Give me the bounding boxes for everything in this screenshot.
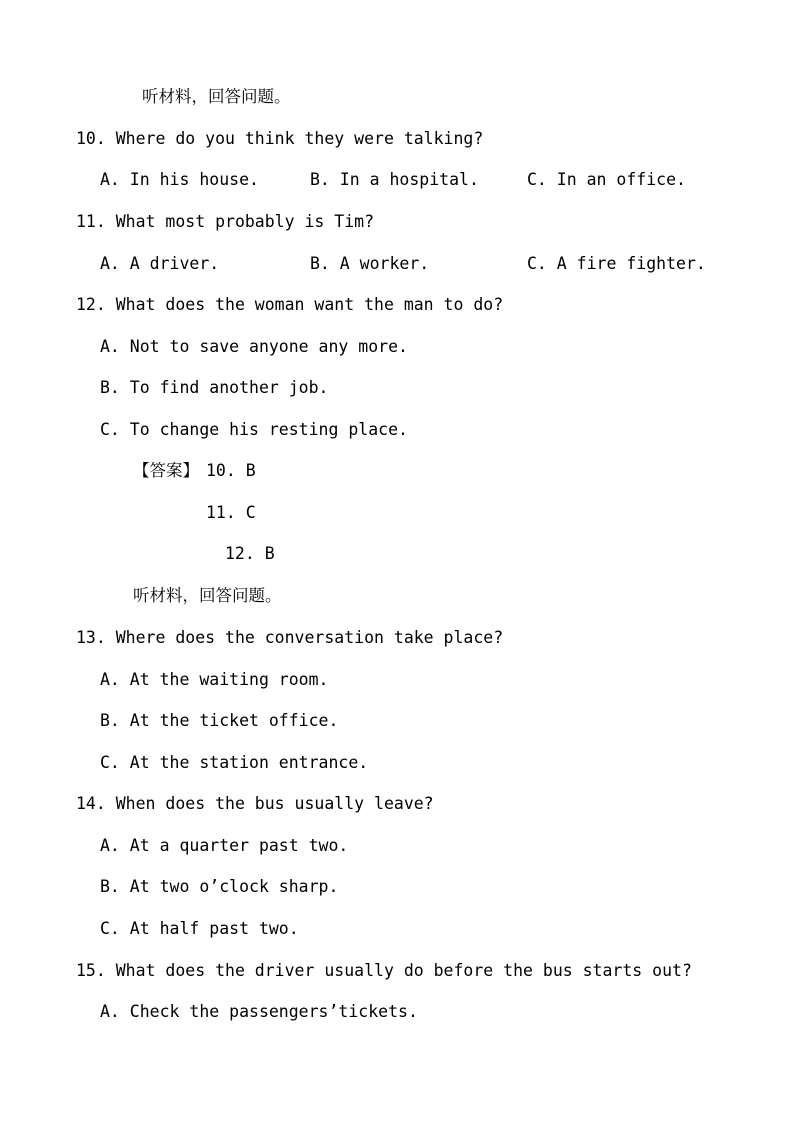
q13-option-b: B. At the ticket office.: [100, 711, 339, 730]
answer-11: 11. C: [206, 503, 256, 522]
question-10: 10. Where do you think they were talking?: [76, 129, 484, 148]
question-11: 11. What most probably is Tim?: [76, 212, 375, 231]
q10-option-c: C. In an office.: [527, 170, 686, 189]
q15-option-a: A. Check the passengers’tickets.: [100, 1002, 418, 1021]
q11-option-b: B. A worker.: [310, 254, 430, 273]
answer-12: 12. B: [225, 544, 275, 563]
question-13: 13. Where does the conversation take place?: [76, 628, 504, 647]
question-14: 14. When does the bus usually leave?: [76, 794, 434, 813]
q12-option-c: C. To change his resting place.: [100, 420, 408, 439]
answer-10: 10. B: [206, 461, 256, 480]
instruction-1: 听材料，回答问题。: [142, 87, 291, 106]
q11-option-a: A. A driver.: [100, 254, 220, 273]
q13-option-a: A. At the waiting room.: [100, 670, 329, 689]
q14-option-b: B. At two o’clock sharp.: [100, 877, 339, 896]
instruction-2: 听材料，回答问题。: [133, 586, 282, 605]
q14-option-c: C. At half past two.: [100, 919, 299, 938]
answer-label: 【答案】: [133, 461, 199, 480]
question-15: 15. What does the driver usually do before the bus starts out?: [76, 961, 692, 980]
q12-option-b: B. To find another job.: [100, 378, 329, 397]
question-12: 12. What does the woman want the man to do?: [76, 295, 504, 314]
q13-option-c: C. At the station entrance.: [100, 753, 369, 772]
q11-option-c: C. A fire fighter.: [527, 254, 706, 273]
q10-option-b: B. In a hospital.: [310, 170, 479, 189]
q12-option-a: A. Not to save anyone any more.: [100, 337, 408, 356]
q10-option-a: A. In his house.: [100, 170, 259, 189]
q14-option-a: A. At a quarter past two.: [100, 836, 349, 855]
